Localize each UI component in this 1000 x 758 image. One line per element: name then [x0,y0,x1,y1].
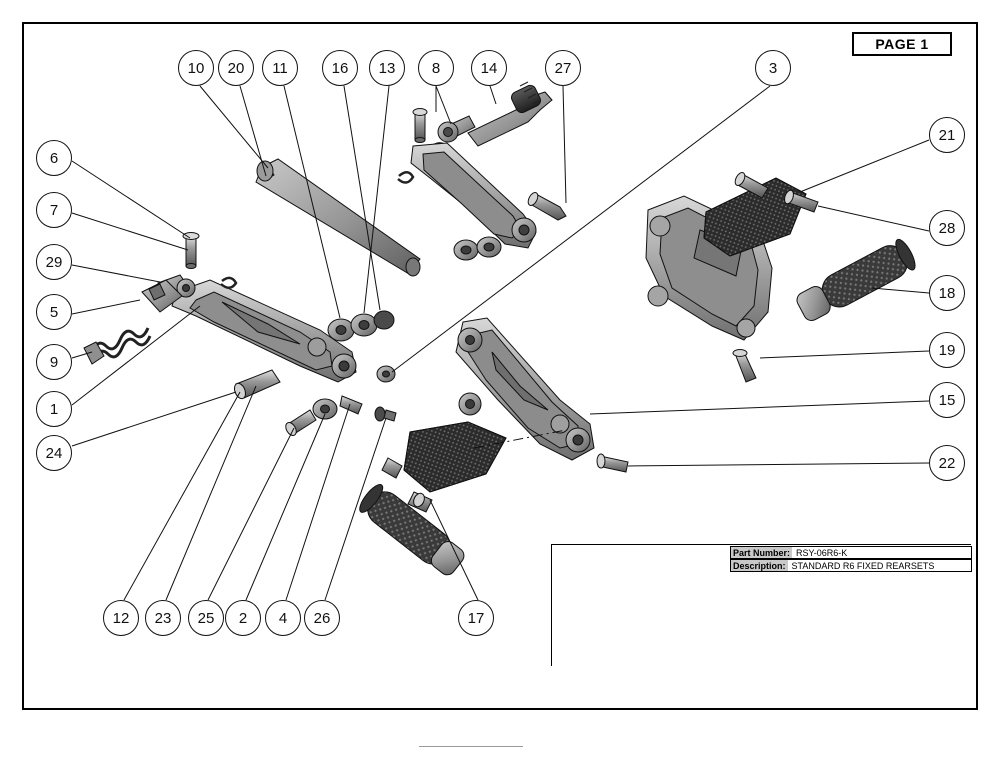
callout-label: 7 [49,201,59,219]
callout-label: 17 [467,609,485,627]
callout-label: 12 [112,609,130,627]
callout-balloon-18[interactable] [929,275,965,311]
callout-label: 5 [49,303,59,321]
callout-label: 29 [45,253,63,271]
callout-label: 2 [238,609,248,627]
description-label: Description: [730,559,788,572]
callout-balloon-9[interactable] [36,344,72,380]
callout-label: 23 [154,609,172,627]
callout-balloon-6[interactable] [36,140,72,176]
callout-balloon-1[interactable] [36,391,72,427]
callout-balloon-12[interactable] [103,600,139,636]
callout-label: 28 [938,219,956,237]
callout-balloon-20[interactable] [218,50,254,86]
callout-balloon-25[interactable] [188,600,224,636]
callout-label: 14 [480,59,498,77]
callout-balloon-16[interactable] [322,50,358,86]
callout-balloon-19[interactable] [929,332,965,368]
callout-balloon-10[interactable] [178,50,214,86]
callout-balloon-13[interactable] [369,50,405,86]
page-label-text: PAGE 1 [875,36,929,52]
callout-label: 1 [49,400,59,418]
callout-label: 26 [313,609,331,627]
callout-balloon-8[interactable] [418,50,454,86]
callout-label: 15 [938,391,956,409]
callout-balloon-2[interactable] [225,600,261,636]
callout-label: 25 [197,609,215,627]
callout-balloon-17[interactable] [458,600,494,636]
callout-label: 27 [554,59,572,77]
callout-label: 11 [272,59,288,77]
description-value: STANDARD R6 FIXED REARSETS [788,559,972,572]
callout-label: 3 [768,59,778,77]
callout-balloon-21[interactable] [929,117,965,153]
callout-label: 10 [187,59,205,77]
callout-balloon-26[interactable] [304,600,340,636]
callout-label: 18 [938,284,956,302]
callout-label: 20 [227,59,245,77]
part-number-value: RSY-06R6-K [792,546,972,559]
callout-balloon-4[interactable] [265,600,301,636]
callout-balloon-14[interactable] [471,50,507,86]
callout-balloon-22[interactable] [929,445,965,481]
callout-label: 22 [938,454,956,472]
callout-balloon-24[interactable] [36,435,72,471]
callout-label: 21 [938,126,956,144]
callout-balloon-27[interactable] [545,50,581,86]
callout-label: 8 [431,59,441,77]
callout-balloon-15[interactable] [929,382,965,418]
callout-label: 4 [278,609,288,627]
callout-label: 6 [49,149,59,167]
part-number-label: Part Number: [730,546,792,559]
callout-balloon-5[interactable] [36,294,72,330]
callout-balloon-7[interactable] [36,192,72,228]
callout-label: 16 [331,59,349,77]
callout-balloon-23[interactable] [145,600,181,636]
callout-label: 24 [45,444,63,462]
callout-label: 13 [378,59,396,77]
callout-balloon-29[interactable] [36,244,72,280]
callout-balloon-3[interactable] [755,50,791,86]
callout-balloon-28[interactable] [929,210,965,246]
callout-label: 9 [49,353,59,371]
callout-balloon-11[interactable] [262,50,298,86]
callout-label: 19 [938,341,956,359]
